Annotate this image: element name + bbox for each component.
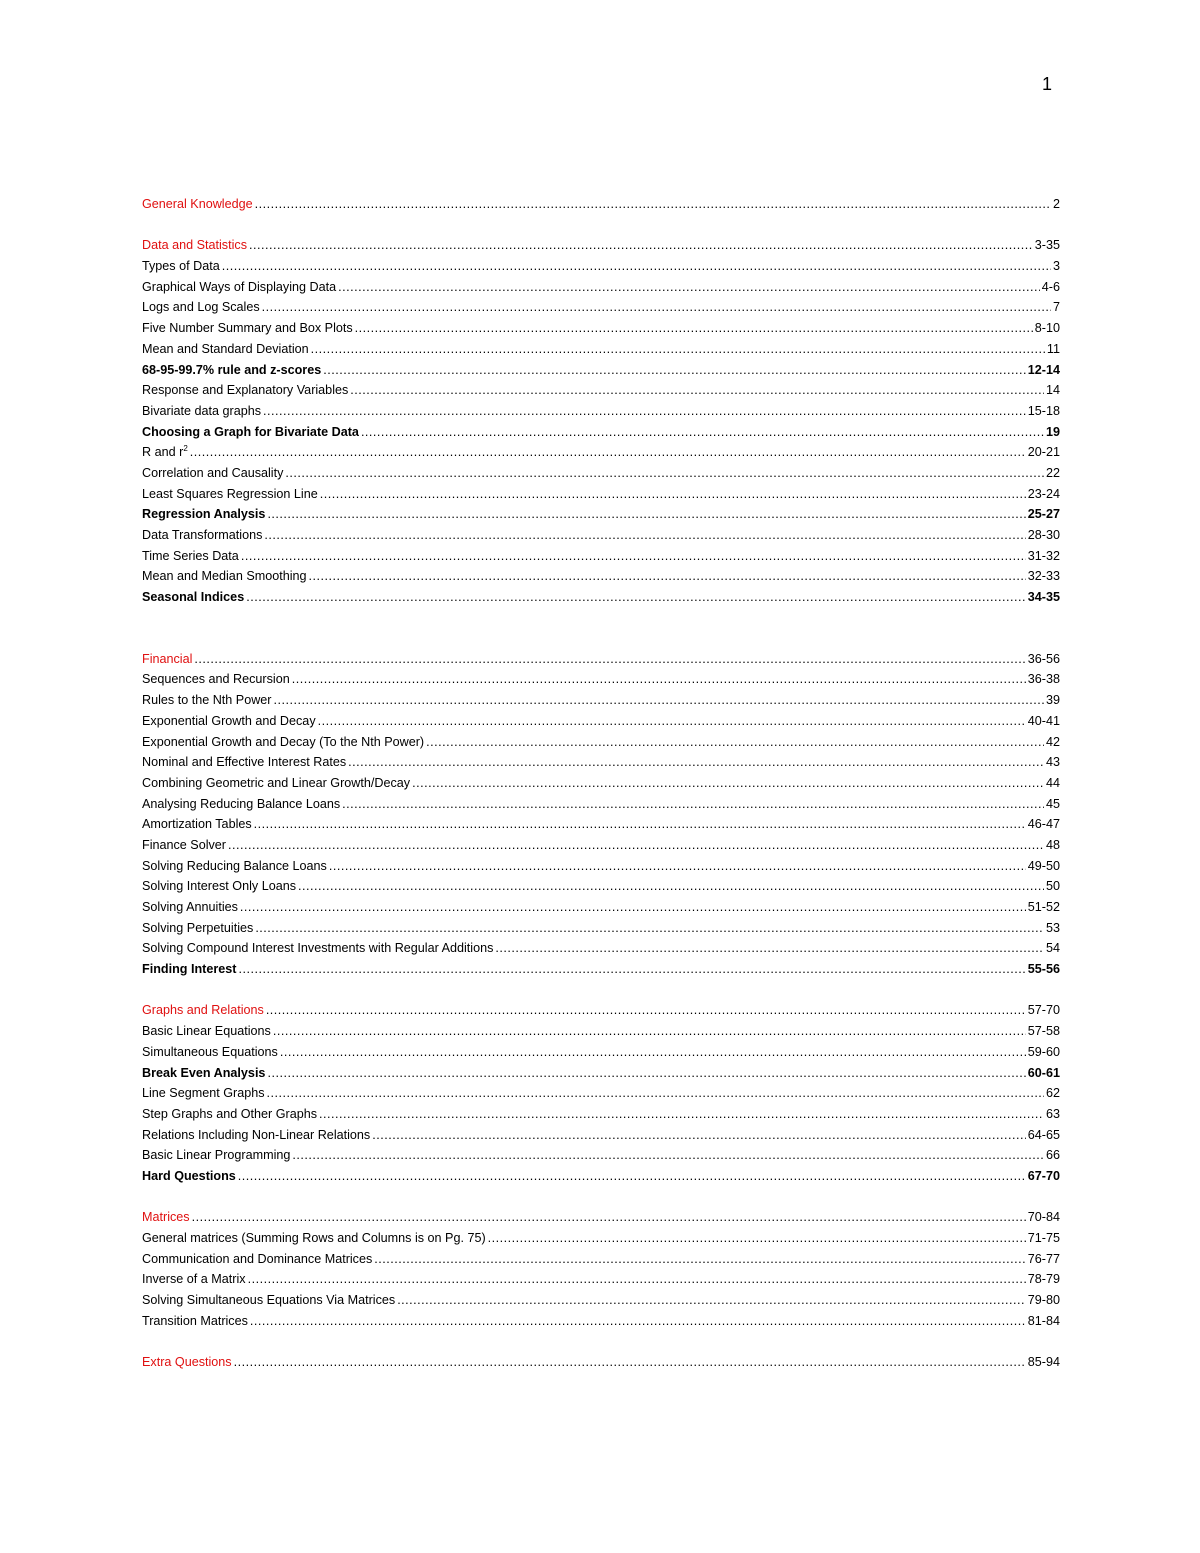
toc-entry[interactable] [142, 669, 1060, 690]
toc-entry-title: Step Graphs and Other Graphs [142, 1106, 318, 1121]
toc-entry-title: Inverse of a Matrix [142, 1272, 246, 1287]
dot-leader [298, 876, 1044, 897]
toc-entry-pages: 62 [1045, 1086, 1060, 1101]
section-spacer [142, 608, 1060, 649]
toc-entry[interactable] [142, 794, 1060, 815]
toc-entry-title: Regression Analysis [142, 507, 266, 522]
toc-section-entry[interactable] [142, 649, 1060, 670]
toc-entry-title: General matrices (Summing Rows and Columns is on Pg. 75) [142, 1231, 486, 1245]
toc-entry-title: Matrices [142, 1210, 190, 1225]
dot-leader [255, 918, 1044, 939]
toc-entry-title: Rules to the Nth Power [142, 693, 272, 708]
dot-leader [238, 959, 1025, 980]
toc-entry[interactable] [142, 959, 1060, 980]
dot-leader [372, 1125, 1026, 1146]
toc-entry-pages: 55-56 [1027, 962, 1060, 977]
section-spacer [142, 1331, 1060, 1352]
toc-section-entry[interactable] [142, 1207, 1060, 1228]
toc-entry-pages: 15-18 [1027, 403, 1060, 418]
dot-leader [361, 422, 1044, 443]
toc-entry[interactable] [142, 442, 1060, 463]
dot-leader [374, 1249, 1025, 1270]
toc-entry-title: Communication and Dominance Matrices [142, 1251, 373, 1266]
toc-entry[interactable] [142, 814, 1060, 835]
toc-entry-pages: 23-24 [1027, 486, 1060, 501]
toc-section-entry[interactable] [142, 1000, 1060, 1021]
dot-leader [319, 1104, 1044, 1125]
toc-entry-title: Relations Including Non-Linear Relations [142, 1127, 371, 1142]
dot-leader [262, 297, 1051, 318]
toc-entry-pages: 46-47 [1027, 817, 1060, 832]
toc-entry[interactable] [142, 256, 1060, 277]
dot-leader [329, 856, 1026, 877]
toc-entry[interactable] [142, 1290, 1060, 1311]
toc-entry[interactable] [142, 1063, 1060, 1084]
toc-entry-pages: 59-60 [1027, 1044, 1060, 1059]
dot-leader [274, 690, 1044, 711]
toc-entry[interactable] [142, 773, 1060, 794]
toc-entry[interactable] [142, 484, 1060, 505]
toc-entry[interactable] [142, 546, 1060, 567]
section-spacer [142, 980, 1060, 1001]
toc-entry-pages: 81-84 [1027, 1313, 1060, 1328]
toc-entry-title: Mean and Standard Deviation [142, 341, 309, 356]
toc-entry[interactable] [142, 318, 1060, 339]
toc-entry-title: 68-95-99.7% rule and z-scores [142, 362, 322, 377]
toc-entry-title: Solving Compound Interest Investments with Regular Additions [142, 941, 494, 956]
toc-entry-pages: 71-75 [1027, 1231, 1060, 1245]
toc-entry[interactable] [142, 876, 1060, 897]
toc-entry[interactable] [142, 1083, 1060, 1104]
toc-entry-pages: 66 [1045, 1148, 1060, 1163]
dot-leader [249, 235, 1033, 256]
toc-entry[interactable] [142, 835, 1060, 856]
toc-entry-pages: 14 [1045, 383, 1060, 398]
toc-entry-title: Mean and Median Smoothing [142, 569, 307, 584]
dot-leader [266, 1000, 1026, 1021]
dot-leader [263, 401, 1026, 422]
toc-entry-title: Data Transformations [142, 528, 263, 542]
toc-entry-pages: 54 [1045, 941, 1060, 956]
toc-entry-pages: 64-65 [1027, 1127, 1060, 1142]
toc-entry-title: Time Series Data [142, 548, 239, 563]
toc-entry[interactable] [142, 339, 1060, 360]
dot-leader [222, 256, 1051, 277]
dot-leader [488, 1228, 1026, 1249]
dot-leader [338, 277, 1040, 298]
dot-leader [342, 794, 1044, 815]
toc-entry-pages: 28-30 [1027, 528, 1060, 542]
toc-entry-pages: 57-70 [1027, 1003, 1060, 1018]
dot-leader [234, 1352, 1026, 1373]
toc-entry[interactable] [142, 938, 1060, 959]
toc-entry-title: Five Number Summary and Box Plots [142, 321, 353, 336]
toc-entry-title: Solving Reducing Balance Loans [142, 858, 327, 873]
section-spacer [142, 1187, 1060, 1208]
toc-entry-pages: 42 [1045, 734, 1060, 749]
toc-entry-pages: 45 [1045, 796, 1060, 811]
toc-entry-title: R and $r^2$ [142, 444, 188, 460]
dot-leader [190, 442, 1026, 463]
toc-entry[interactable] [142, 1166, 1060, 1187]
toc-entry[interactable] [142, 1145, 1060, 1166]
dot-leader [320, 484, 1026, 505]
toc-entry-title: Solving Interest Only Loans [142, 879, 297, 894]
toc-entry-pages: 85-94 [1027, 1355, 1060, 1370]
toc-entry-title: Finding Interest [142, 962, 237, 977]
toc-entry[interactable] [142, 422, 1060, 443]
toc-entry-title: Hard Questions [142, 1168, 236, 1183]
toc-entry[interactable] [142, 1125, 1060, 1146]
toc-entry-title: Analysing Reducing Balance Loans [142, 796, 341, 811]
toc-entry-title: Solving Perpetuities [142, 920, 254, 935]
toc-entry-title: Finance Solver [142, 837, 226, 852]
toc-entry[interactable] [142, 525, 1060, 546]
toc-entry-pages: 19 [1045, 424, 1060, 439]
toc-entry[interactable] [142, 587, 1060, 608]
dot-leader [273, 1021, 1026, 1042]
dot-leader [318, 711, 1026, 732]
toc-entry[interactable] [142, 752, 1060, 773]
toc-entry-pages: 50 [1045, 879, 1060, 894]
toc-entry[interactable] [142, 711, 1060, 732]
toc-entry-pages: 53 [1045, 920, 1060, 935]
toc-entry-pages: 36-56 [1027, 651, 1060, 666]
toc-entry-title: Exponential Growth and Decay (To the Nth Power) [142, 734, 425, 749]
toc-entry-title: General Knowledge [142, 197, 253, 211]
dot-leader [292, 1145, 1044, 1166]
section-spacer [142, 215, 1060, 236]
table-of-contents [142, 194, 1060, 1373]
toc-entry-title: Logs and Log Scales [142, 300, 260, 315]
toc-entry-title: Response and Explanatory Variables [142, 383, 349, 398]
toc-entry-pages: 36-38 [1027, 672, 1060, 687]
dot-leader [426, 732, 1044, 753]
toc-entry-pages: 70-84 [1027, 1210, 1060, 1225]
toc-entry-pages: 44 [1045, 775, 1060, 790]
dot-leader [397, 1290, 1026, 1311]
toc-entry[interactable] [142, 1228, 1060, 1249]
toc-entry-pages: 43 [1045, 755, 1060, 770]
dot-leader [285, 463, 1044, 484]
toc-entry[interactable] [142, 1042, 1060, 1063]
toc-entry-pages: 40-41 [1027, 713, 1060, 728]
toc-entry-title: Financial [142, 651, 193, 666]
toc-entry-title: Nominal and Effective Interest Rates [142, 755, 347, 770]
dot-leader [255, 194, 1051, 215]
dot-leader [355, 318, 1033, 339]
toc-entry-pages: 79-80 [1027, 1293, 1060, 1308]
toc-entry-title: Extra Questions [142, 1355, 232, 1370]
toc-entry[interactable] [142, 463, 1060, 484]
toc-entry-pages: 32-33 [1027, 569, 1060, 584]
superscript: 2 [183, 444, 188, 454]
toc-entry-pages: 4-6 [1041, 279, 1060, 294]
toc-entry[interactable] [142, 277, 1060, 298]
dot-leader [250, 1311, 1026, 1332]
toc-entry-title: Basic Linear Programming [142, 1148, 291, 1163]
dot-leader [194, 649, 1025, 670]
toc-entry-title: Line Segment Graphs [142, 1086, 265, 1101]
dot-leader [412, 773, 1044, 794]
toc-entry[interactable] [142, 732, 1060, 753]
toc-entry-title: Seasonal Indices [142, 590, 245, 605]
toc-entry-pages: 63 [1045, 1106, 1060, 1121]
toc-entry-title: Least Squares Regression Line [142, 486, 318, 501]
dot-leader [248, 1269, 1026, 1290]
toc-entry[interactable] [142, 1021, 1060, 1042]
toc-entry[interactable] [142, 1104, 1060, 1125]
toc-entry-pages: 25-27 [1027, 507, 1060, 522]
toc-entry[interactable] [142, 297, 1060, 318]
toc-entry-title: Exponential Growth and Decay [142, 713, 316, 728]
toc-entry-pages: 57-58 [1027, 1024, 1060, 1039]
toc-entry-title: Choosing a Graph for Bivariate Data [142, 424, 359, 439]
dot-leader [311, 339, 1045, 360]
dot-leader [238, 1166, 1026, 1187]
dot-leader [267, 1063, 1025, 1084]
toc-section-entry[interactable] [142, 235, 1060, 256]
toc-entry-title: Amortization Tables [142, 817, 252, 832]
toc-entry-pages: 67-70 [1027, 1168, 1060, 1183]
toc-entry[interactable] [142, 504, 1060, 525]
toc-entry[interactable] [142, 1269, 1060, 1290]
toc-entry[interactable] [142, 1249, 1060, 1270]
dot-leader [264, 525, 1025, 546]
toc-entry-pages: 39 [1045, 693, 1060, 708]
toc-section-entry[interactable] [142, 1352, 1060, 1373]
toc-entry-pages: 7 [1052, 300, 1060, 315]
toc-entry-pages: 8-10 [1034, 321, 1060, 336]
toc-entry[interactable] [142, 566, 1060, 587]
toc-entry-title: Sequences and Recursion [142, 672, 290, 687]
toc-entry-pages: 2 [1052, 197, 1060, 211]
toc-entry-title: Types of Data [142, 259, 220, 274]
dot-leader [241, 546, 1026, 567]
toc-entry-title: Graphical Ways of Displaying Data [142, 279, 337, 294]
toc-entry-pages: 48 [1045, 837, 1060, 852]
toc-section-entry[interactable] [142, 194, 1060, 215]
toc-entry-title: Solving Simultaneous Equations Via Matrices [142, 1293, 396, 1308]
dot-leader [240, 897, 1026, 918]
toc-entry-pages: 31-32 [1027, 548, 1060, 563]
dot-leader [228, 835, 1044, 856]
toc-entry-title: Solving Annuities [142, 900, 238, 914]
toc-entry-title: Data and Statistics [142, 238, 247, 253]
toc-entry[interactable] [142, 690, 1060, 711]
toc-entry-pages: 78-79 [1027, 1272, 1060, 1287]
toc-entry-pages: 34-35 [1027, 590, 1060, 605]
toc-entry-pages: 51-52 [1027, 900, 1060, 914]
dot-leader [292, 669, 1026, 690]
toc-entry[interactable] [142, 401, 1060, 422]
toc-entry-title: Correlation and Causality [142, 465, 284, 480]
toc-entry[interactable] [142, 856, 1060, 877]
dot-leader [267, 504, 1025, 525]
toc-entry[interactable] [142, 1311, 1060, 1332]
page-number: 1 [1042, 74, 1053, 94]
dot-leader [267, 1083, 1044, 1104]
dot-leader [254, 814, 1026, 835]
dot-leader [348, 752, 1044, 773]
toc-entry-pages: 12-14 [1027, 362, 1060, 377]
toc-entry-title: Break Even Analysis [142, 1065, 266, 1080]
dot-leader [246, 587, 1026, 608]
toc-entry[interactable] [142, 380, 1060, 401]
dot-leader [309, 566, 1026, 587]
dot-leader [323, 360, 1026, 381]
dot-leader [280, 1042, 1026, 1063]
toc-entry-pages: 22 [1045, 465, 1060, 480]
toc-entry-pages: 20-21 [1027, 445, 1060, 460]
dot-leader [350, 380, 1044, 401]
toc-entry-pages: 3-35 [1034, 238, 1060, 253]
toc-entry-title: Transition Matrices [142, 1313, 248, 1328]
toc-entry[interactable] [142, 360, 1060, 381]
toc-entry-pages: 49-50 [1027, 858, 1060, 873]
toc-entry[interactable] [142, 918, 1060, 939]
toc-entry-pages: 60-61 [1027, 1065, 1060, 1080]
toc-entry[interactable] [142, 897, 1060, 918]
toc-entry-pages: 76-77 [1027, 1251, 1060, 1266]
toc-entry-title: Basic Linear Equations [142, 1024, 271, 1039]
dot-leader [192, 1207, 1026, 1228]
toc-entry-title: Combining Geometric and Linear Growth/Decay [142, 775, 411, 790]
toc-entry-title: Bivariate data graphs [142, 403, 262, 418]
toc-entry-title: Graphs and Relations [142, 1003, 264, 1018]
toc-entry-pages: 11 [1046, 341, 1060, 356]
dot-leader [495, 938, 1044, 959]
toc-entry-title: Simultaneous Equations [142, 1044, 278, 1059]
toc-entry-pages: 3 [1052, 259, 1060, 274]
